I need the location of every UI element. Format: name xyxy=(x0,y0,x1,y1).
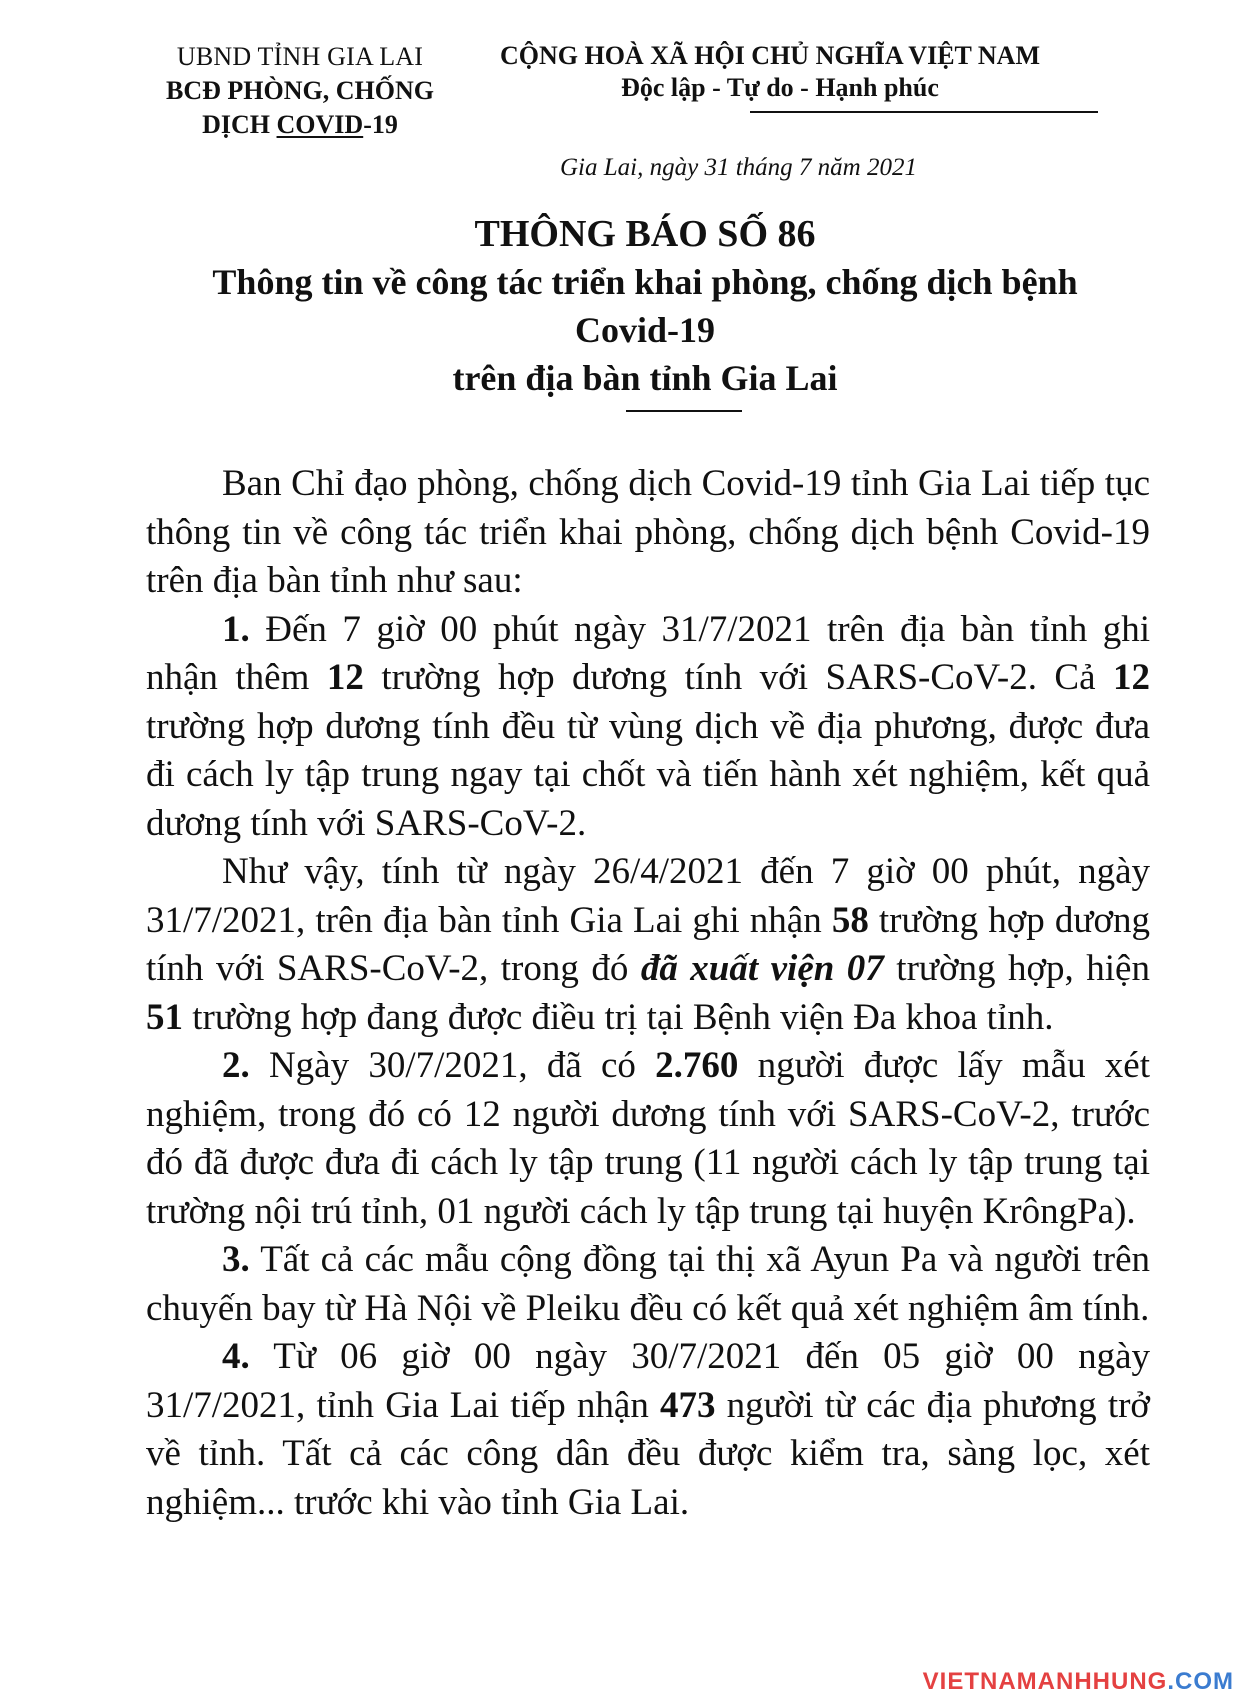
nation-line-2: Độc lập - Tự do - Hạnh phúc xyxy=(621,73,939,102)
motto-underline xyxy=(750,111,1098,113)
title-underline xyxy=(626,410,742,412)
paragraph-4-bold: 473 xyxy=(660,1384,716,1426)
watermark-part-a: VIETNAMANHHUNG xyxy=(922,1668,1168,1695)
title-line-1: THÔNG BÁO SỐ 86 xyxy=(474,213,816,255)
summary-text-a: Như vậy, tính từ ngày 26/4/2021 đến 7 giờ 00 phút, ngày 31/7/2021, trên địa bàn tỉnh Gia Lai ghi nhận xyxy=(146,851,1150,941)
paragraph-1-text-c: trường hợp dương tính đều từ vùng dịch về địa phương, được đưa đi cách ly tập trung ngay tại chốt và tiến hành xét nghiệm, kết quả dương tính với SARS-CoV-2. xyxy=(146,705,1150,844)
national-motto xyxy=(440,40,1100,104)
title-line-2: Thông tin về công tác triển khai phòng, chống dịch bệnh xyxy=(212,262,1078,302)
watermark-part-b: .COM xyxy=(1167,1668,1234,1695)
paragraph-1-summary xyxy=(146,848,1150,1042)
paragraph-4-text-b: người từ các địa phương trở về tỉnh. Tất cả các công dân đều được kiểm tra, sàng lọc, xét nghiệm... trước khi vào tỉnh Gia Lai. xyxy=(146,1384,1150,1523)
agency-line-2: BCĐ PHÒNG, CHỐNG xyxy=(166,76,434,105)
intro-paragraph: Ban Chỉ đạo phòng, chống dịch Covid-19 tỉnh Gia Lai tiếp tục thông tin về công tác triển khai phòng, chống dịch bệnh Covid-19 trên địa bàn tỉnh như sau: xyxy=(146,463,1150,601)
agency-line-3-c: -19 xyxy=(363,110,398,139)
paragraph-3 xyxy=(146,1236,1150,1333)
nation-line-1: CỘNG HOÀ XÃ HỘI CHỦ NGHĨA VIỆT NAM xyxy=(499,41,1041,70)
paragraph-1-text-b: trường hợp dương tính với SARS-CoV-2. Cả xyxy=(363,657,1113,698)
paragraph-2-text-a: Ngày 30/7/2021, đã có xyxy=(249,1045,656,1086)
paragraph-1-bold-a: 12 xyxy=(326,657,364,698)
agency-line-3-b: COVID xyxy=(276,110,364,139)
summary-bold-b: 51 xyxy=(146,996,183,1038)
paragraph-2 xyxy=(146,1042,1150,1236)
paragraph-4 xyxy=(146,1333,1150,1527)
paragraph-1-number: 1. xyxy=(222,608,250,650)
paragraph-1 xyxy=(146,606,1150,849)
summary-text-c: trường hợp, hiện xyxy=(883,948,1150,989)
document-title xyxy=(140,210,1150,402)
issuing-agency xyxy=(140,40,460,142)
title-line-3: Covid-19 xyxy=(574,310,715,350)
agency-line-3-a: DỊCH xyxy=(202,110,277,139)
dateline: Gia Lai, ngày 31 tháng 7 năm 2021 xyxy=(560,154,917,181)
site-watermark xyxy=(923,1668,1234,1696)
summary-text-d: trường hợp đang được điều trị tại Bệnh viện Đa khoa tỉnh. xyxy=(183,996,1054,1038)
paragraph-3-text: Tất cả các mẫu cộng đồng tại thị xã Ayun Pa và người trên chuyến bay từ Hà Nội về Pleiku đều có kết quả xét nghiệm âm tính. xyxy=(146,1239,1150,1329)
summary-bold-a: 58 xyxy=(831,899,869,941)
paragraph-2-number: 2. xyxy=(222,1045,250,1086)
paragraph-4-number: 4. xyxy=(222,1336,250,1377)
summary-text-b: trường hợp dương tính với SARS-CoV-2, trong đó xyxy=(146,899,1151,989)
summary-bold-italic: đã xuất viện 07 xyxy=(640,948,884,989)
paragraph-2-text-b: người được lấy mẫu xét nghiệm, trong đó có 12 người dương tính với SARS-CoV-2, trước đó đã được đưa đi cách ly tập trung (11 người cách ly tập trung tại trường nội trú tỉnh, 01 người cách ly tập trung tại huyện KrôngPa). xyxy=(146,1045,1150,1232)
title-line-4: trên địa bàn tỉnh Gia Lai xyxy=(452,358,838,398)
agency-line-1: UBND TỈNH GIA LAI xyxy=(176,42,424,71)
agency-line-3 xyxy=(140,108,460,142)
paragraph-1-text-a: Đến 7 giờ 00 phút ngày 31/7/2021 trên địa bàn tỉnh ghi nhận thêm xyxy=(146,608,1150,698)
paragraph-2-bold: 2.760 xyxy=(655,1045,739,1086)
document-body xyxy=(146,460,1150,1527)
paragraph-4-text-a: Từ 06 giờ 00 ngày 30/7/2021 đến 05 giờ 00 ngày 31/7/2021, tỉnh Gia Lai tiếp nhận xyxy=(146,1336,1150,1426)
paragraph-3-number: 3. xyxy=(222,1239,250,1280)
paragraph-1-bold-b: 12 xyxy=(1113,657,1150,698)
